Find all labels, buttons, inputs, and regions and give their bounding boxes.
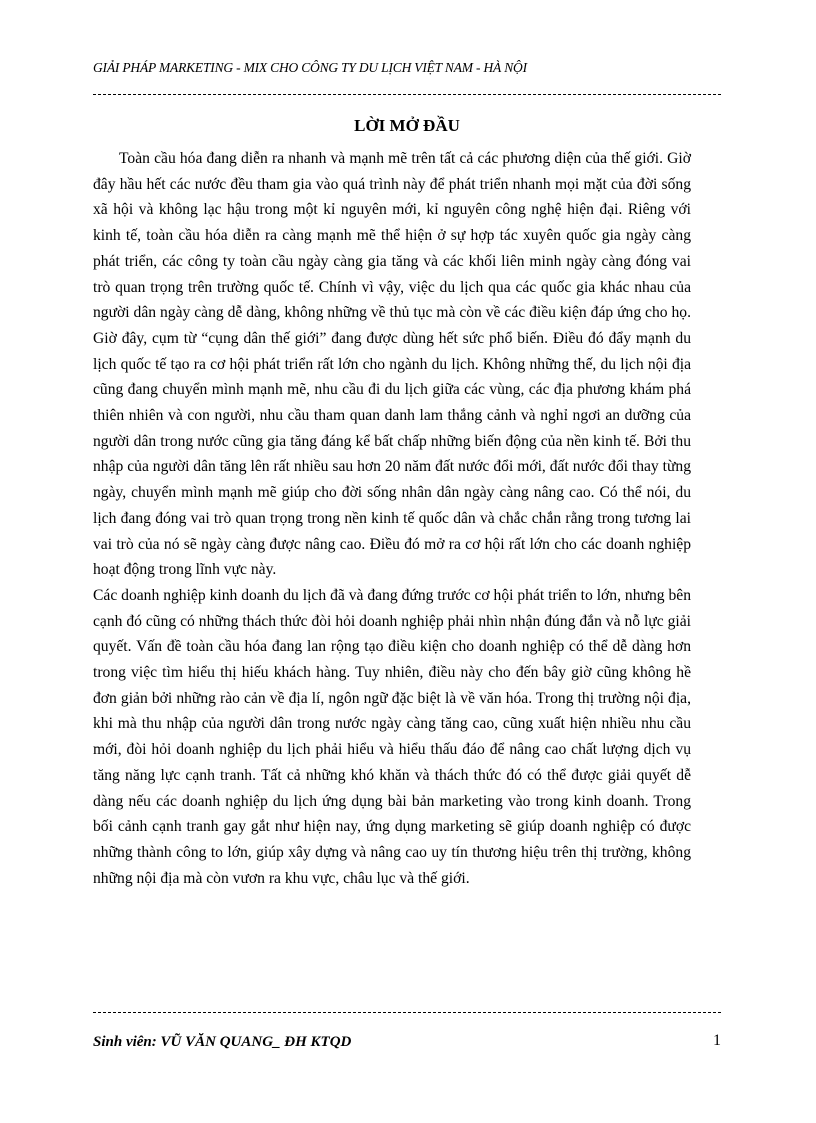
- body-text: [93, 146, 691, 891]
- paragraph: Các doanh nghiệp kinh doanh du lịch đã và đang đứng trước cơ hội phát triển to lớn, nhưng bên cạnh đó cũng có những thách thức đòi hỏi doanh nghiệp phải nhìn nhận đúng đắn và nỗ lực giải quyết. Vấn đề toàn cầu hóa đang lan rộng tạo điều kiện cho doanh nghiệp có thể dễ dàng hơn trong việc tìm hiểu thị hiếu khách hàng. Tuy nhiên, điều này cho đến bây giờ cũng không hề đơn giản bởi những rào cản về địa lí, ngôn ngữ đặc biệt là về văn hóa. Trong thị trường nội địa, khi mà thu nhập của người dân trong nước ngày càng tăng cao, cũng xuất hiện nhiều nhu cầu mới, đòi hỏi doanh nghiệp du lịch phải hiểu và hiểu thấu đáo để nâng cao chất lượng dịch vụ tăng năng lực cạnh tranh. Tất cả những khó khăn và thách thức đó có thể được giải quyết dễ dàng nếu các doanh nghiệp du lịch ứng dụng bài bản marketing vào trong kinh doanh. Trong bối cảnh cạnh tranh gay gắt như hiện nay, ứng dụng marketing sẽ giúp doanh nghiệp có được những thành công to lớn, giúp xây dựng và nâng cao uy tín thương hiệu trên thị trường, không những nội địa mà còn vươn ra khu vực, châu lục và thế giới.: [93, 586, 691, 887]
- paragraph: Toàn cầu hóa đang diễn ra nhanh và mạnh mẽ trên tất cả các phương diện của thế giới. Giờ đây hầu hết các nước đều tham gia vào quá trình này để phát triển nhanh mọi mặt của đời sống xã hội và không lạc hậu trong một kỉ nguyên mới, kỉ nguyên công nghệ hiện đại. Riêng với kinh tế, toàn cầu hóa diễn ra càng mạnh mẽ thể hiện ở sự hợp tác xuyên quốc gia ngày càng phát triển, các công ty toàn cầu ngày càng gia tăng và các khối liên minh ngày càng đóng vai trò quan trọng trên trường quốc tế. Chính vì vậy, việc du lịch qua các quốc gia khác nhau của người dân ngày càng dễ dàng, không những về thủ tục mà còn về các điều kiện đáp ứng cho họ. Giờ đây, cụm từ “cụng dân thế giới” đang được dùng hết sức phổ biến. Điều đó đẩy mạnh du lịch quốc tế tạo ra cơ hội phát triển rất lớn cho ngành du lịch. Không những thế, du lịch nội địa cũng đang chuyển mình mạnh mẽ, nhu cầu đi du lịch giữa các vùng, các địa phương khám phá thiên nhiên và con người, nhu cầu tham quan danh lam thắng cảnh và nghỉ ngơi an dưỡng của người dân trong nước cũng gia tăng đáng kể bất chấp những biến động của nền kinh tế. Bởi thu nhập của người dân tăng lên rất nhiều sau hơn 20 năm đất nước đổi mới, đất nước đổi thay từng ngày, chuyển mình mạnh mẽ giúp cho đời sống nhân dân ngày càng nâng cao. Có thể nói, du lịch đang đóng vai trò quan trọng trong nền kinh tế quốc dân và chắc chắn rằng trong tương lai vai trò của nó sẽ ngày càng được nâng cao. Điều đó mở ra cơ hội rất lớn cho các doanh nghiệp hoạt động trong lĩnh vực này.: [93, 150, 691, 579]
- page-number: 1: [713, 1032, 721, 1049]
- document-page: [93, 0, 723, 1123]
- header-divider: [93, 94, 721, 95]
- running-header: GIẢI PHÁP MARKETING - MIX CHO CÔNG TY DU LỊCH VIỆT NAM - HÀ NỘI: [93, 60, 527, 75]
- footer-divider: [93, 1012, 721, 1013]
- page-title: LỜI MỞ ĐẦU: [354, 116, 460, 135]
- footer-author: Sinh viên: VŨ VĂN QUANG_ ĐH KTQD: [93, 1034, 352, 1050]
